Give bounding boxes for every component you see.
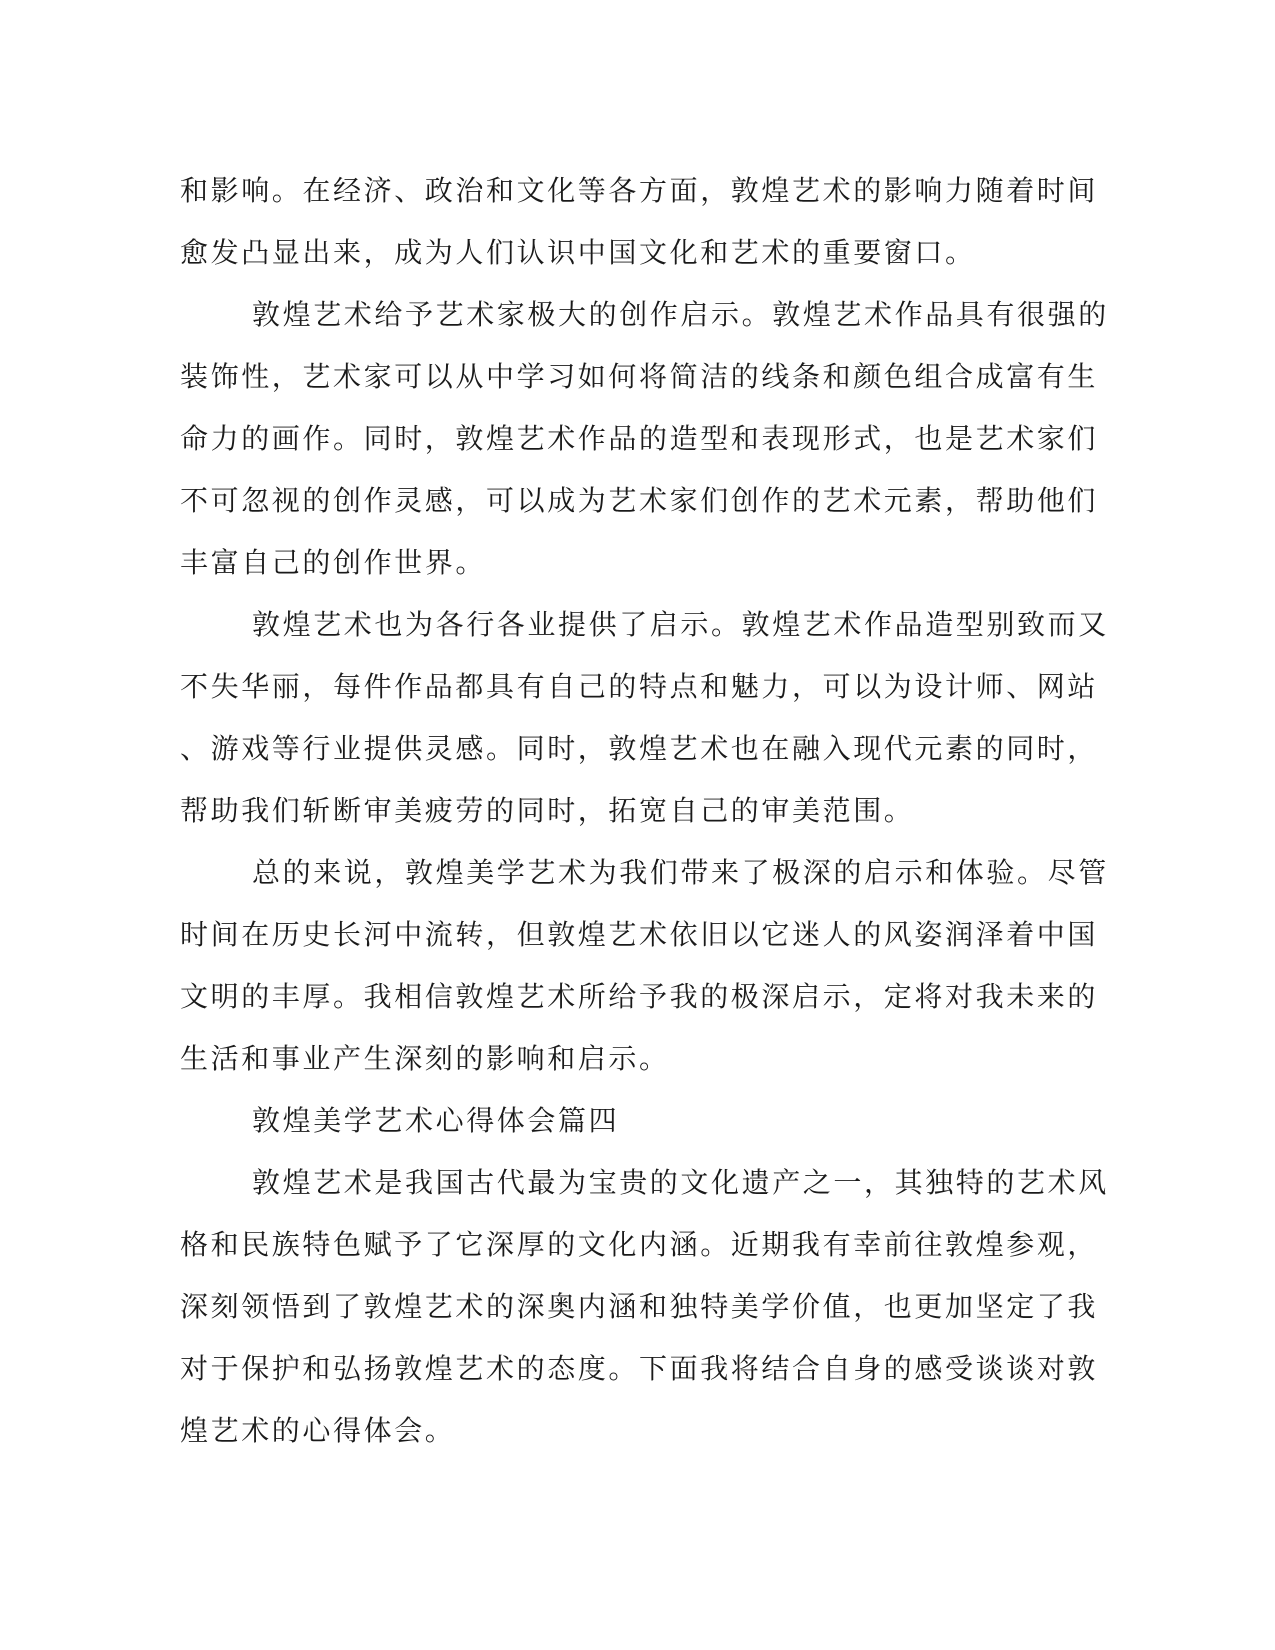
- section-heading: [180, 1090, 1040, 1152]
- text-line: 文明的丰厚。我相信敦煌艺术所给予我的极深启示，定将对我未来的: [180, 980, 1099, 1013]
- text-line: 装饰性，艺术家可以从中学习如何将简洁的线条和颜色组合成富有生: [180, 360, 1099, 393]
- text-line: 命力的画作。同时，敦煌艺术作品的造型和表现形式，也是艺术家们: [180, 422, 1099, 455]
- text-line: 深刻领悟到了敦煌艺术的深奥内涵和独特美学价值，也更加坚定了我: [180, 1290, 1099, 1323]
- text-line: 对于保护和弘扬敦煌艺术的态度。下面我将结合自身的感受谈谈对敦: [180, 1352, 1099, 1385]
- text-line: 格和民族特色赋予了它深厚的文化内涵。近期我有幸前往敦煌参观，: [180, 1228, 1099, 1261]
- paragraph-2: [180, 284, 1109, 594]
- paragraph-4: [180, 842, 1109, 1090]
- text-line: 敦煌艺术给予艺术家极大的创作启示。敦煌艺术作品具有很强的: [252, 298, 1109, 331]
- text-line: 不失华丽，每件作品都具有自己的特点和魅力，可以为设计师、网站: [180, 670, 1099, 703]
- text-line: 不可忽视的创作灵感，可以成为艺术家们创作的艺术元素，帮助他们: [180, 484, 1099, 517]
- section-title: 敦煌美学艺术心得体会篇四: [252, 1104, 620, 1137]
- paragraph-1: [180, 160, 1099, 284]
- text-line: 敦煌艺术是我国古代最为宝贵的文化遗产之一，其独特的艺术风: [252, 1166, 1109, 1199]
- text-line: 时间在历史长河中流转，但敦煌艺术依旧以它迷人的风姿润泽着中国: [180, 918, 1099, 951]
- text-line: 和影响。在经济、政治和文化等各方面，敦煌艺术的影响力随着时间: [180, 174, 1099, 207]
- text-line: 丰富自己的创作世界。: [180, 546, 487, 579]
- text-line: 生活和事业产生深刻的影响和启示。: [180, 1042, 670, 1075]
- text-line: 帮助我们斩断审美疲劳的同时，拓宽自己的审美范围。: [180, 794, 915, 827]
- text-line: 愈发凸显出来，成为人们认识中国文化和艺术的重要窗口。: [180, 236, 976, 269]
- text-line: 总的来说，敦煌美学艺术为我们带来了极深的启示和体验。尽管: [252, 856, 1109, 889]
- document-body: [180, 160, 1109, 1462]
- text-line: 敦煌艺术也为各行各业提供了启示。敦煌艺术作品造型别致而又: [252, 608, 1109, 641]
- paragraph-3: [180, 594, 1109, 842]
- paragraph-5: [180, 1152, 1109, 1462]
- text-line: 、游戏等行业提供灵感。同时，敦煌艺术也在融入现代元素的同时，: [180, 732, 1099, 765]
- text-line: 煌艺术的心得体会。: [180, 1414, 456, 1447]
